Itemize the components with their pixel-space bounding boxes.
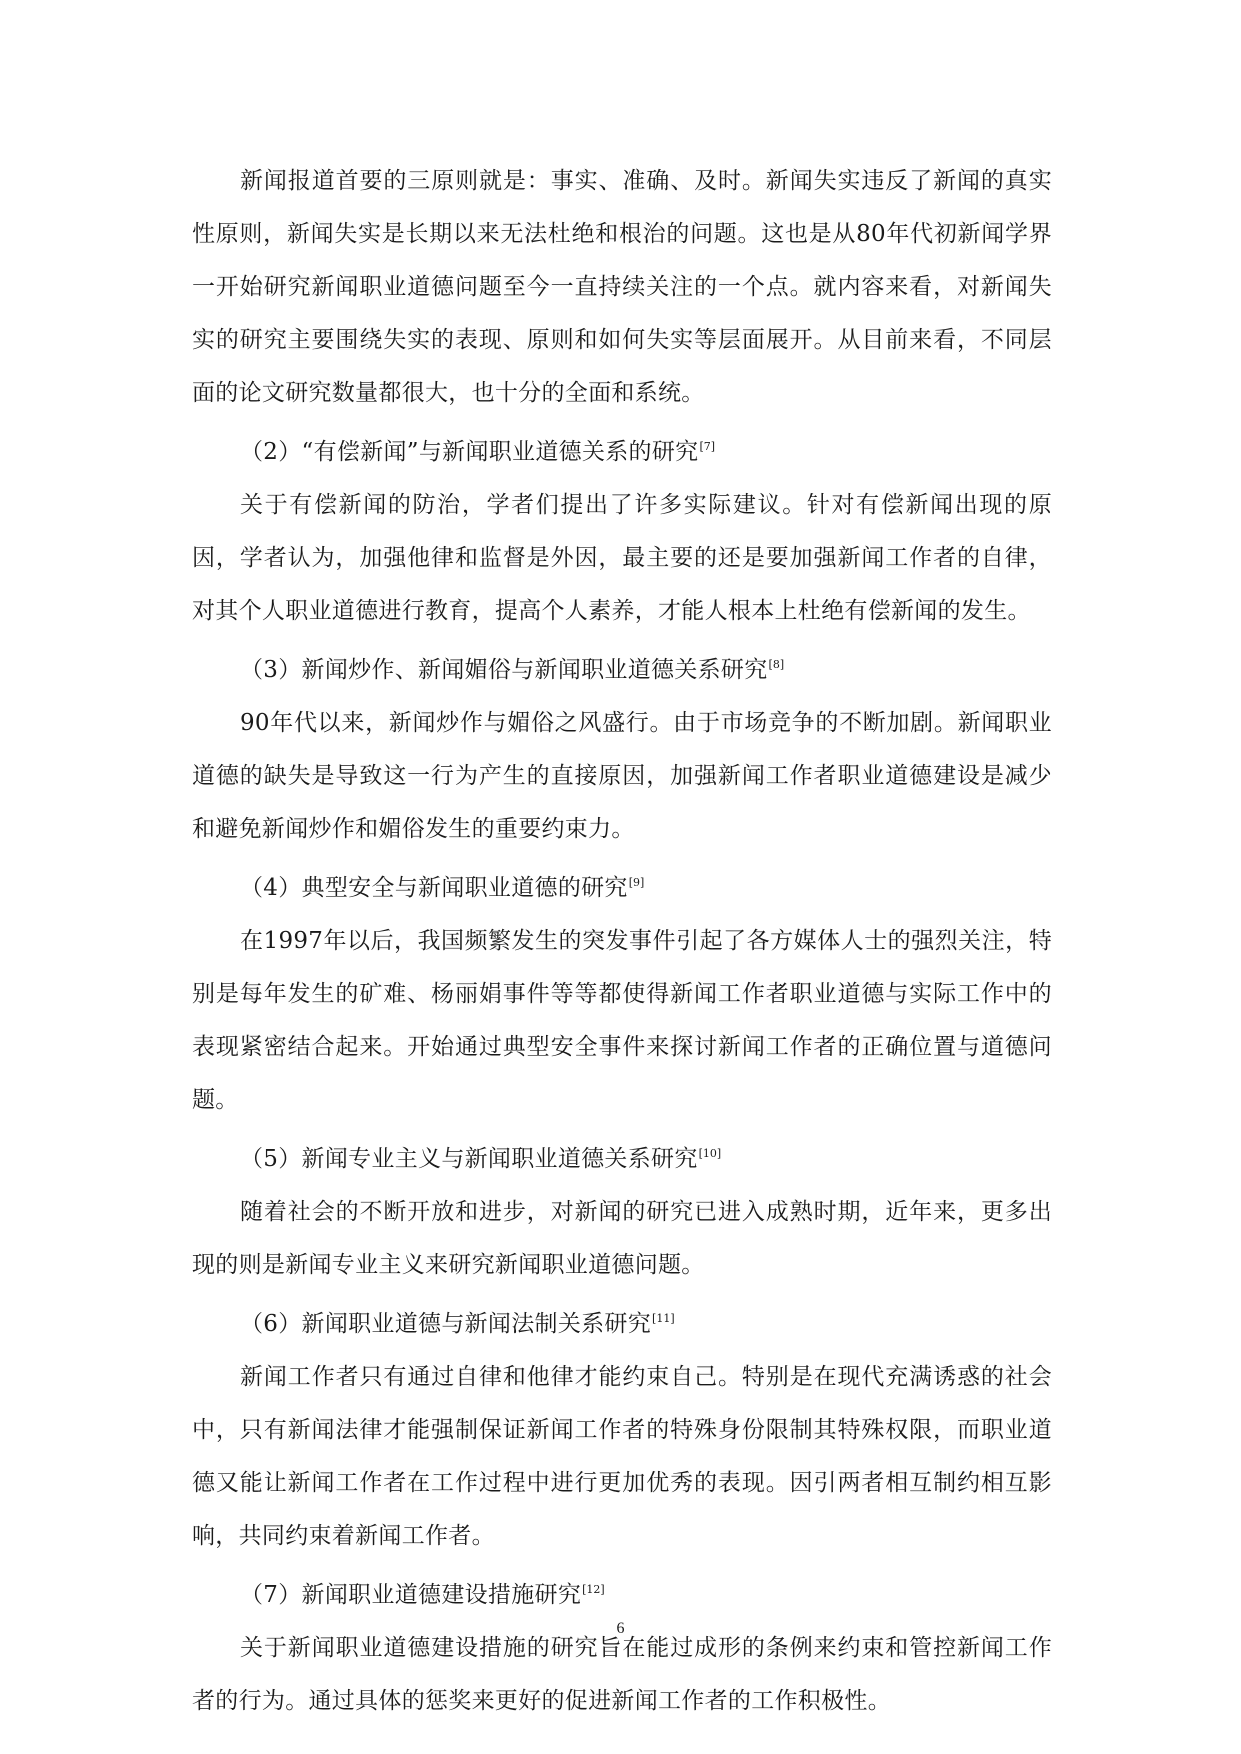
- paragraph-hype-vulgarity: 90年代以来，新闻炒作与媚俗之风盛行。由于市场竞争的不断加剧。新闻职业道德的缺失是导致这一行为产生的直接原因，加强新闻工作者职业道德建设是减少和避免新闻炒作和媚俗发生的重要约束力。: [192, 710, 1052, 842]
- heading-text: （4）典型安全与新闻职业道德的研究: [240, 875, 628, 901]
- page-number: 6: [616, 1620, 625, 1637]
- paragraph-news-inaccuracy: 新闻报道首要的三原则就是：事实、准确、及时。新闻失实违反了新闻的真实性原则，新闻失实是长期以来无法杜绝和根治的问题。这也是从80年代初新闻学界一开始研究新闻职业道德问题至今一直持续关注的一个点。就内容来看，对新闻失实的研究主要围绕失实的表现、原则和如何失实等层面展开。从目前来看，不同层面的论文研究数量都很大，也十分的全面和系统。: [192, 168, 1052, 406]
- paragraph-paid-news: 关于有偿新闻的防治，学者们提出了许多实际建议。针对有偿新闻出现的原因，学者认为，加强他律和监督是外因，最主要的还是要加强新闻工作者的自律，对其个人职业道德进行教育，提高个人素养，才能人根本上杜绝有偿新闻的发生。: [192, 492, 1052, 624]
- paragraph-construction-measures: 关于新闻职业道德建设措施的研究旨在能过成形的条例来约束和管控新闻工作者的行为。通过具体的惩奖来更好的促进新闻工作者的工作积极性。: [192, 1635, 1052, 1714]
- heading-construction-measures: [192, 1563, 1052, 1622]
- page-body: [192, 155, 1052, 1728]
- heading-professionalism: [192, 1127, 1052, 1186]
- paragraph-typical-safety: 在1997年以后，我国频繁发生的突发事件引起了各方媒体人士的强烈关注，特别是每年发生的矿难、杨丽娟事件等等都使得新闻工作者职业道德与实际工作中的表现紧密结合起来。开始通过典型安全事件来探讨新闻工作者的正确位置与道德问题。: [192, 928, 1052, 1113]
- citation-ref: [12]: [582, 1583, 605, 1596]
- heading-text: （3）新闻炒作、新闻媚俗与新闻职业道德关系研究: [240, 657, 768, 683]
- citation-ref: [8]: [768, 658, 785, 671]
- heading-typical-safety: [192, 856, 1052, 915]
- heading-text: （6）新闻职业道德与新闻法制关系研究: [240, 1311, 652, 1337]
- citation-ref: [9]: [628, 876, 645, 889]
- heading-text: （7）新闻职业道德建设措施研究: [240, 1582, 582, 1608]
- citation-ref: [11]: [652, 1312, 675, 1325]
- citation-ref: [10]: [698, 1147, 722, 1160]
- paragraph-legal-system: 新闻工作者只有通过自律和他律才能约束自己。特别是在现代充满诱惑的社会中，只有新闻法律才能强制保证新闻工作者的特殊身份限制其特殊权限，而职业道德又能让新闻工作者在工作过程中进行更加优秀的表现。因引两者相互制约相互影响，共同约束着新闻工作者。: [192, 1364, 1052, 1549]
- heading-paid-news: [192, 420, 1052, 479]
- heading-text: （5）新闻专业主义与新闻职业道德关系研究: [240, 1146, 698, 1172]
- heading-legal-system: [192, 1292, 1052, 1351]
- heading-hype-vulgarity: [192, 638, 1052, 697]
- citation-ref: [7]: [699, 440, 716, 453]
- paragraph-professionalism: 随着社会的不断开放和进步，对新闻的研究已进入成熟时期，近年来，更多出现的则是新闻专业主义来研究新闻职业道德问题。: [192, 1199, 1052, 1278]
- heading-text: （2）“有偿新闻”与新闻职业道德关系的研究: [240, 439, 699, 465]
